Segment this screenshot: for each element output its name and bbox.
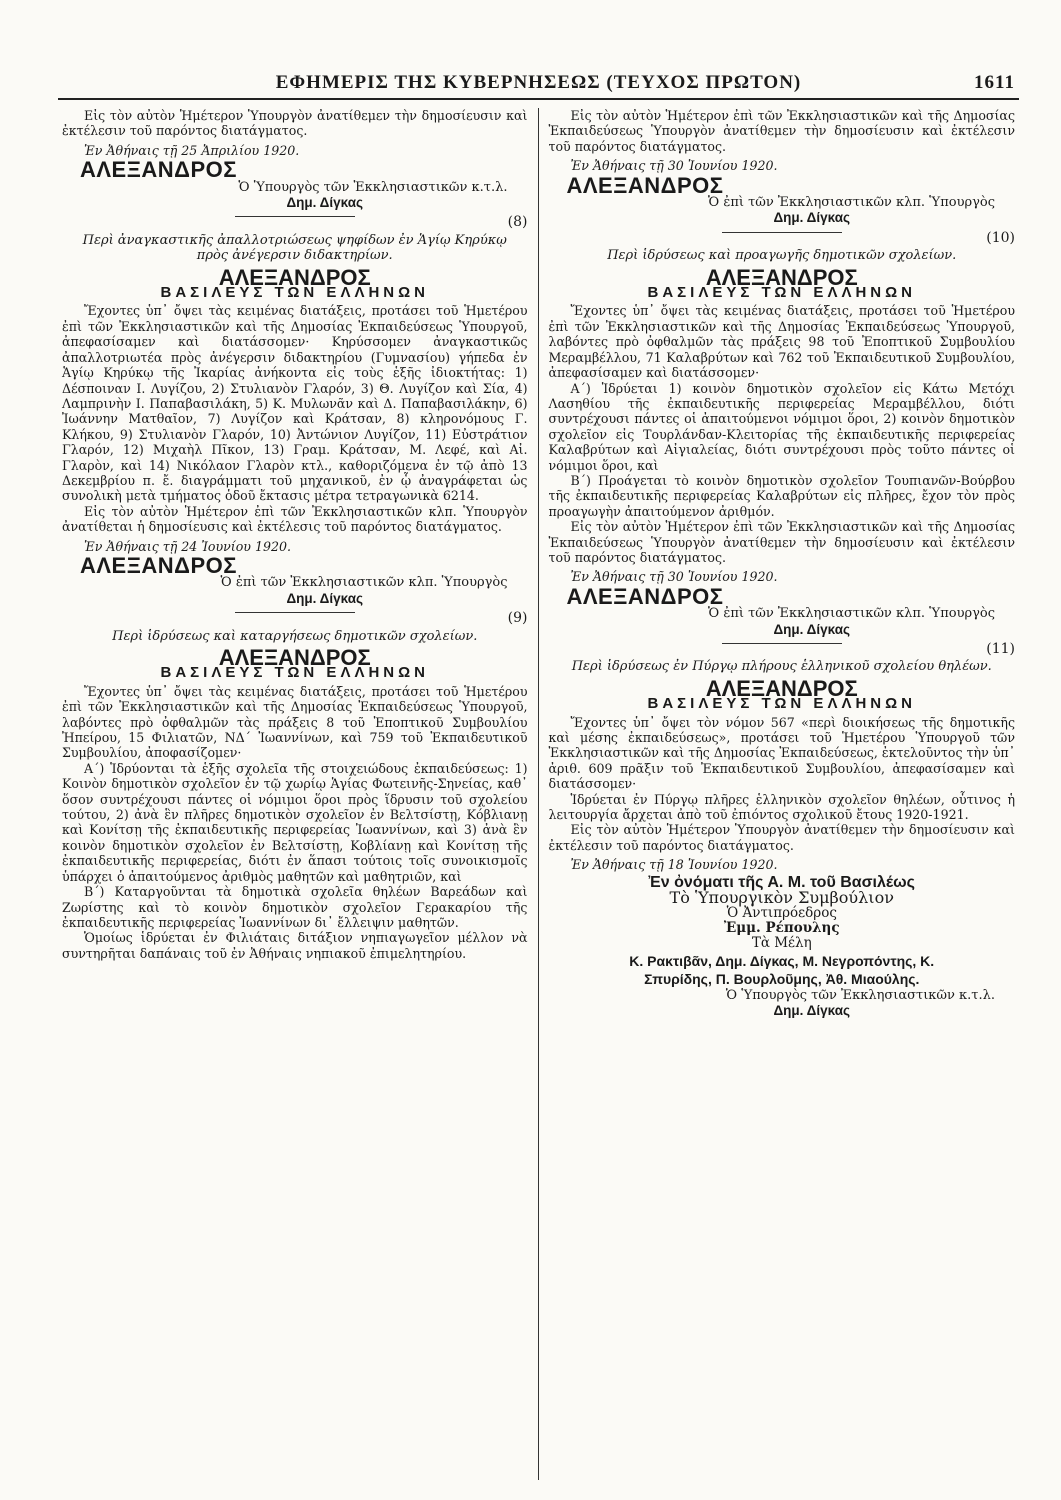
gazette-title: ΕΦΗΜΕΡΙΣ ΤΗΣ ΚΥΒΕΡΝΗΣΕΩΣ (ΤΕΥΧΟΣ ΠΡΩΤΟΝ) (275, 72, 802, 93)
decree-11-closing: Εἰς τὸν αὐτὸν Ἡμέτερον Ὑπουργὸν ἀνατίθεμεν τὴν δημοσίευσιν καὶ ἐκτέλεσιν τοῦ παρόντος διατάγματος. (548, 822, 1015, 853)
intro-paragraph: Εἰς τὸν αὐτὸν Ἡμέτερον Ὑπουργὸν ἀνατίθεμεν τὴν δημοσίευσιν καὶ ἐκτέλεσιν τοῦ παρόντος διατάγματος. (62, 108, 528, 139)
decree-10-place-date: Ἐν Ἀθήναις τῇ 30 Ἰουνίου 1920. (570, 569, 778, 585)
decree-9-subject: Περὶ ἱδρύσεως καὶ καταργήσεως δημοτικῶν σχολείων. (112, 628, 478, 644)
intro-king-signature: ΑΛΕΞΑΝΔΡΟΣ (566, 172, 724, 198)
decree-8-minister-signature: Δημ. Δίγκας (286, 590, 364, 606)
intro-paragraph: Εἰς τὸν αὐτὸν Ἡμέτερον ἐπὶ τῶν Ἐκκλησιαστικῶν καὶ τῆς Δημοσίας Ἐκπαιδεύσεως Ὑπουργὸν ἀνατίθεμεν τὴν δημοσίευσιν καὶ ἐκτέλεσιν τοῦ παρόντος διατάγματος. (548, 108, 1015, 154)
columns (58, 108, 1019, 1480)
decree-11-basileus: ΒΑΣΙΛΕΥΣ ΤΩΝ ΕΛΛΗΝΩΝ (647, 695, 916, 713)
vice-president-name: Ἐμμ. Ρέπουλης (723, 919, 840, 936)
decree-10-article-b: Β´) Προάγεται τὸ κοινὸν δημοτικὸν σχολεῖον Τουπιανῶν-Βούρβου τῆς ἐκπαιδευτικῆς περιφερείας Καλαβρύτων εἰς πλῆρες, ἔχον τὸν πρὸς προαγωγὴν ἀπαιτούμενον ἀριθμόν. (548, 472, 1015, 519)
decree-10-king-signature: ΑΛΕΞΑΝΔΡΟΣ (566, 583, 724, 609)
decree-8-king-signature: ΑΛΕΞΑΝΔΡΟΣ (80, 552, 237, 578)
decree-11-body: Ἔχοντες ὑπ᾽ ὄψει τὸν νόμον 567 «περὶ διοικήσεως τῆς δημοτικῆς καὶ μέσης ἐκπαιδεύσεως», προτάσει τοῦ Ἡμετέρου Ὑπουργοῦ τῶν Ἐκκλησιαστικῶν καὶ τῆς Δημοσίας Ἐκπαιδεύσεως, ἐκτελοῦντος τὴν ὑπ᾽ ἀριθ. 609 πρᾶξιν τοῦ Ἐκπαιδευτικοῦ Συμβουλίου, ἀπεφασίσαμεν καὶ διατάσσομεν· (548, 714, 1015, 792)
decree-number-11: (11) (986, 641, 1015, 657)
vice-president-title: Ὁ Ἀντιπρόεδρος (726, 904, 837, 921)
page-header (58, 64, 1019, 100)
intro-king-signature: ΑΛΕΞΑΝΔΡΟΣ (80, 157, 237, 183)
decree-10-closing: Εἰς τὸν αὐτὸν Ἡμέτερον ἐπὶ τῶν Ἐκκλησιαστικῶν καὶ τῆς Δημοσίας Ἐκπαιδεύσεως Ὑπουργὸν ἀνατίθεμεν τὴν δημοσίευσιν καὶ ἐκτέλεσιν τοῦ παρόντος διατάγματος. (548, 519, 1015, 565)
decree-8-basileus: ΒΑΣΙΛΕΥΣ ΤΩΝ ΕΛΛΗΝΩΝ (160, 284, 429, 302)
decree-9-basileus: ΒΑΣΙΛΕΥΣ ΤΩΝ ΕΛΛΗΝΩΝ (160, 664, 429, 682)
decree-10-body: Ἔχοντες ὑπ᾽ ὄψει τὰς κειμένας διατάξεις, προτάσει τοῦ Ἡμετέρου ἐπὶ τῶν Ἐκκλησιαστικῶν καὶ τῆς Δημοσίας Ἐκπαιδεύσεως Ὑπουργοῦ, λαβόντες πρὸ ὀφθαλμῶν τὰς πράξεις 98 τοῦ Ἐποπτικοῦ Συμβουλίου Μεραμβέλλου, 71 Καλαβρύτων καὶ 762 τοῦ Ἐκπαιδευτικοῦ Συμβουλίου, ἀπεφασίσαμεν καὶ διατάσσομεν· (548, 303, 1015, 381)
members-label: Τὰ Μέλη (751, 935, 812, 952)
left-column (58, 108, 539, 1480)
decree-10-subject: Περὶ ἱδρύσεως καὶ προαγωγῆς δημοτικῶν σχολείων. (607, 248, 957, 264)
decree-11-minister-signature: Δημ. Δίγκας (773, 1003, 851, 1019)
decree-11-place-date: Ἐν Ἀθήναις τῇ 18 Ἰουνίου 1920. (570, 857, 778, 873)
ministerial-council: Τὸ Ὑπουργικὸν Συμβούλιον (669, 888, 894, 908)
in-name-of-king: Ἐν ὀνόματι τῆς Α. Μ. τοῦ Βασιλέως (648, 873, 915, 891)
decree-10-article-a: Α´) Ἱδρύεται 1) κοινὸν δημοτικὸν σχολεῖον εἰς Κάτω Μετόχι Λασηθίου τῆς ἐκπαιδευτικῆς περιφερείας Μεραμβέλλου, διότι συντρέχουσι πάντες οἱ ἀπαιτούμενοι νόμιμοι ὅροι, 2) κοινὸν δημοτικὸν σχολεῖον εἰς Τουρλάνδαν-Κλειτορίας τῆς ἐκπαιδευτικῆς περιφερείας Καλαβρύτων καὶ Αἰγιαλείας, διότι συντρέχουσι πρὸς τοῦτο πάντες οἱ νόμιμοι ὅροι, καὶ (548, 380, 1015, 473)
decree-10-king: ΑΛΕΞΑΝΔΡΟΣ (705, 264, 858, 290)
intro-minister-title: Ὁ ἐπὶ τῶν Ἐκκλησιαστικῶν κλπ. Ὑπουργὸς (708, 195, 995, 211)
decree-8-king: ΑΛΕΞΑΝΔΡΟΣ (218, 264, 371, 290)
right-column (539, 108, 1020, 1480)
decree-10-minister-title: Ὁ ἐπὶ τῶν Ἐκκλησιαστικῶν κλπ. Ὑπουργὸς (708, 606, 995, 622)
decree-11-founding: Ἱδρύεται ἐν Πύργῳ πλῆρες ἑλληνικὸν σχολεῖον θηλέων, οὗτινος ἡ λειτουργία ἄρχεται ἀπὸ τοῦ ἐπιόντος σχολικοῦ ἔτους 1920-1921. (548, 791, 1015, 823)
decree-number-8: (8) (507, 214, 528, 231)
decree-10-minister-signature: Δημ. Δίγκας (773, 621, 851, 637)
decree-11-king: ΑΛΕΞΑΝΔΡΟΣ (705, 675, 858, 701)
intro-minister-signature: Δημ. Δίγκας (773, 210, 851, 226)
decree-9-article-a: Α´) Ἱδρύονται τὰ ἑξῆς σχολεῖα τῆς στοιχειώδους ἐκπαιδεύσεως: 1) Κοινὸν δημοτικὸν σχολεῖον ἐν τῷ χωρίῳ Ἁγίας Φωτεινῆς-Σηνείας, καθ᾽ ὅσον συντρέχουσι πάντες οἱ νόμιμοι ὅροι πρὸς ἵδρυσιν τοῦ σχολείου τούτου, 2) ἀνὰ ἓν πλῆρες δημοτικὸν σχολεῖον ἐν Βελτσίστῃ, Κόβλιανῃ καὶ Κονίτσῃ τῆς ἐκπαιδευτικῆς περιφερείας Ἰωαννίνων, καὶ 3) ἀνὰ ἓν κοινὸν δημοτικὸν σχολεῖον ἐν Βελτσίστῃ, Κοβλίανῃ καὶ Κονίτσῃ τῆς ἐκπαιδευτικῆς περιφερείας, διότι ἐν ἅπασι τούτοις τοῖς συνοικισμοῖς ὑπάρχει ὁ ἀπαιτούμενος ἀριθμὸς μαθητῶν καὶ μαθητριῶν, καὶ (62, 760, 528, 884)
decree-8-place-date: Ἐν Ἀθήναις τῇ 24 Ἰουνίου 1920. (84, 538, 292, 554)
decree-11-subject: Περὶ ἱδρύσεως ἐν Πύργῳ πλήρους ἑλληνικοῦ σχολείου θηλέων. (571, 659, 992, 675)
decree-8-subject: Περὶ ἀναγκαστικῆς ἀπαλλοτριώσεως ψηφίδων ἐν Ἁγίῳ Κηρύκῳ πρὸς ἀνέγερσιν διδακτηρίων. (82, 232, 507, 264)
decree-8-minister-title: Ὁ ἐπὶ τῶν Ἐκκλησιαστικῶν κλπ. Ὑπουργὸς (220, 575, 508, 591)
decree-11-minister-title: Ὁ Ὑπουργὸς τῶν Ἐκκλησιαστικῶν κ.τ.λ. (725, 987, 995, 1003)
intro-minister-title: Ὁ Ὑπουργὸς τῶν Ἐκκλησιαστικῶν κ.τ.λ. (238, 179, 508, 195)
decree-9-body: Ἔχοντες ὑπ᾽ ὄψει τὰς κειμένας διατάξεις, προτάσει τοῦ Ἡμετέρου ἐπὶ τῶν Ἐκκλησιαστικῶν καὶ τῆς Δημοσίας Ἐκπαιδεύσεως Ὑπουργοῦ, λαβόντες πρὸ ὀφθαλμῶν τὰς πράξεις 8 τοῦ Ἐποπτικοῦ Συμβουλίου Ἠπείρου, 15 Φιλιατῶν, ΝΔ´ Ἰωαννίνων, καὶ 759 τοῦ Ἐκπαιδευτικοῦ Συμβουλίου, ἀποφασίζομεν· (62, 683, 528, 761)
decree-9-article-b: Β´) Καταργοῦνται τὰ δημοτικὰ σχολεῖα θηλέων Βαρεάδων καὶ Ζωρίστης καὶ τὸ κοινὸν δημοτικὸν σχολεῖον Γερακαρίου τῆς ἐκπαιδευτικῆς περιφερείας Ἰωαννίνων δι᾽ ἔλλειψιν μαθητῶν. (62, 884, 528, 930)
intro-minister-signature: Δημ. Δίγκας (286, 195, 364, 211)
intro-place-date: Ἐν Ἀθήναις τῇ 30 Ἰουνίου 1920. (570, 158, 778, 174)
decree-8-body: Ἔχοντες ὑπ᾽ ὄψει τὰς κειμένας διατάξεις, προτάσει τοῦ Ἡμετέρου ἐπὶ τῶν Ἐκκλησιαστικῶν καὶ τῆς Δημοσίας Ἐκπαιδεύσεως Ὑπουργοῦ, ἀπεφασίσαμεν καὶ διατάσσομεν· Κηρύσσομεν ἀναγκαστικῶς ἀπαλλοτριωτέα πρὸς ἀνέγερσιν διδακτηρίου (Γυμνασίου) γήπεδα ἐν Ἁγίῳ Κηρύκῳ τῆς Ἰκαρίας ἀνήκοντα εἰς τοὺς ἑξῆς ἰδιοκτήτας: 1) Δέσποιναν Ι. Λυγίζου, 2) Στυλιανὸν Γλαρόν, 3) Θ. Λυγίζον καὶ Σία, 4) Λαμπρινὴν Ι. Παπαβασιλάκη, 5) Κ. Μυλωνᾶν καὶ Δ. Παπαβασιλάκην, 6) Ἰωάννην Ματθαῖον, 7) Λυγίζον καὶ Κράτσαν, 8) κληρονόμους Γ. Κλήκου, 9) Στυλιανὸν Γλαρόν, 10) Ἀντώνιον Λυγίζον, 11) Εὐστράτιον Γλαρόν, 12) Μιχαὴλ Πῖκον, 13) Γραμ. Κράτσαν, Μ. Λεφέ, καὶ Αἰ. Γλαρὸν, καὶ 14) Νικόλαον Γλαρὸν κτλ., καθοριζόμενα ἐν τῷ ἀπὸ 13 Δεκεμβρίου π. ἔ. διαγράμματι τοῦ μηχανικοῦ, ἐν ᾧ ἀναγράφεται ὡς συνολικὴ μετὰ τμήματος ὁδοῦ ἔκτασις μέτρα τετραγωνικὰ 6214. (62, 303, 528, 504)
members-line-2: Σπυρίδης, Π. Βουρλοῦμης, Ἀθ. Μιαούλης. (644, 970, 920, 987)
decree-9-king: ΑΛΕΞΑΝΔΡΟΣ (218, 645, 371, 670)
members-line-1: Κ. Ρακτιβᾶν, Δημ. Δίγκας, Μ. Νεγροπόντης, Κ. (629, 952, 935, 969)
decree-9-paragraph-c: Ὁμοίως ἱδρύεται ἐν Φιλιάταις διτάξιον νηπιαγωγεῖον μέλλον νὰ συντηρῆται δαπάναις τοῦ ἐν Ἀθήναις νηπιακοῦ ἐπιμελητηρίου. (62, 930, 528, 961)
decree-10-basileus: ΒΑΣΙΛΕΥΣ ΤΩΝ ΕΛΛΗΝΩΝ (647, 284, 916, 302)
intro-place-date: Ἐν Ἀθήναις τῇ 25 Ἀπριλίου 1920. (84, 142, 300, 158)
decree-number-9: (9) (507, 610, 528, 627)
decree-8-closing: Εἰς τὸν αὐτὸν Ἡμέτερον ἐπὶ τῶν Ἐκκλησιαστικῶν κλπ. Ὑπουργὸν ἀνατίθεται ἡ δημοσίευσις καὶ ἐκτέλεσις τοῦ παρόντος διατάγματος. (62, 503, 528, 535)
decree-number-10: (10) (986, 229, 1015, 246)
page-number: 1611 (974, 72, 1015, 93)
